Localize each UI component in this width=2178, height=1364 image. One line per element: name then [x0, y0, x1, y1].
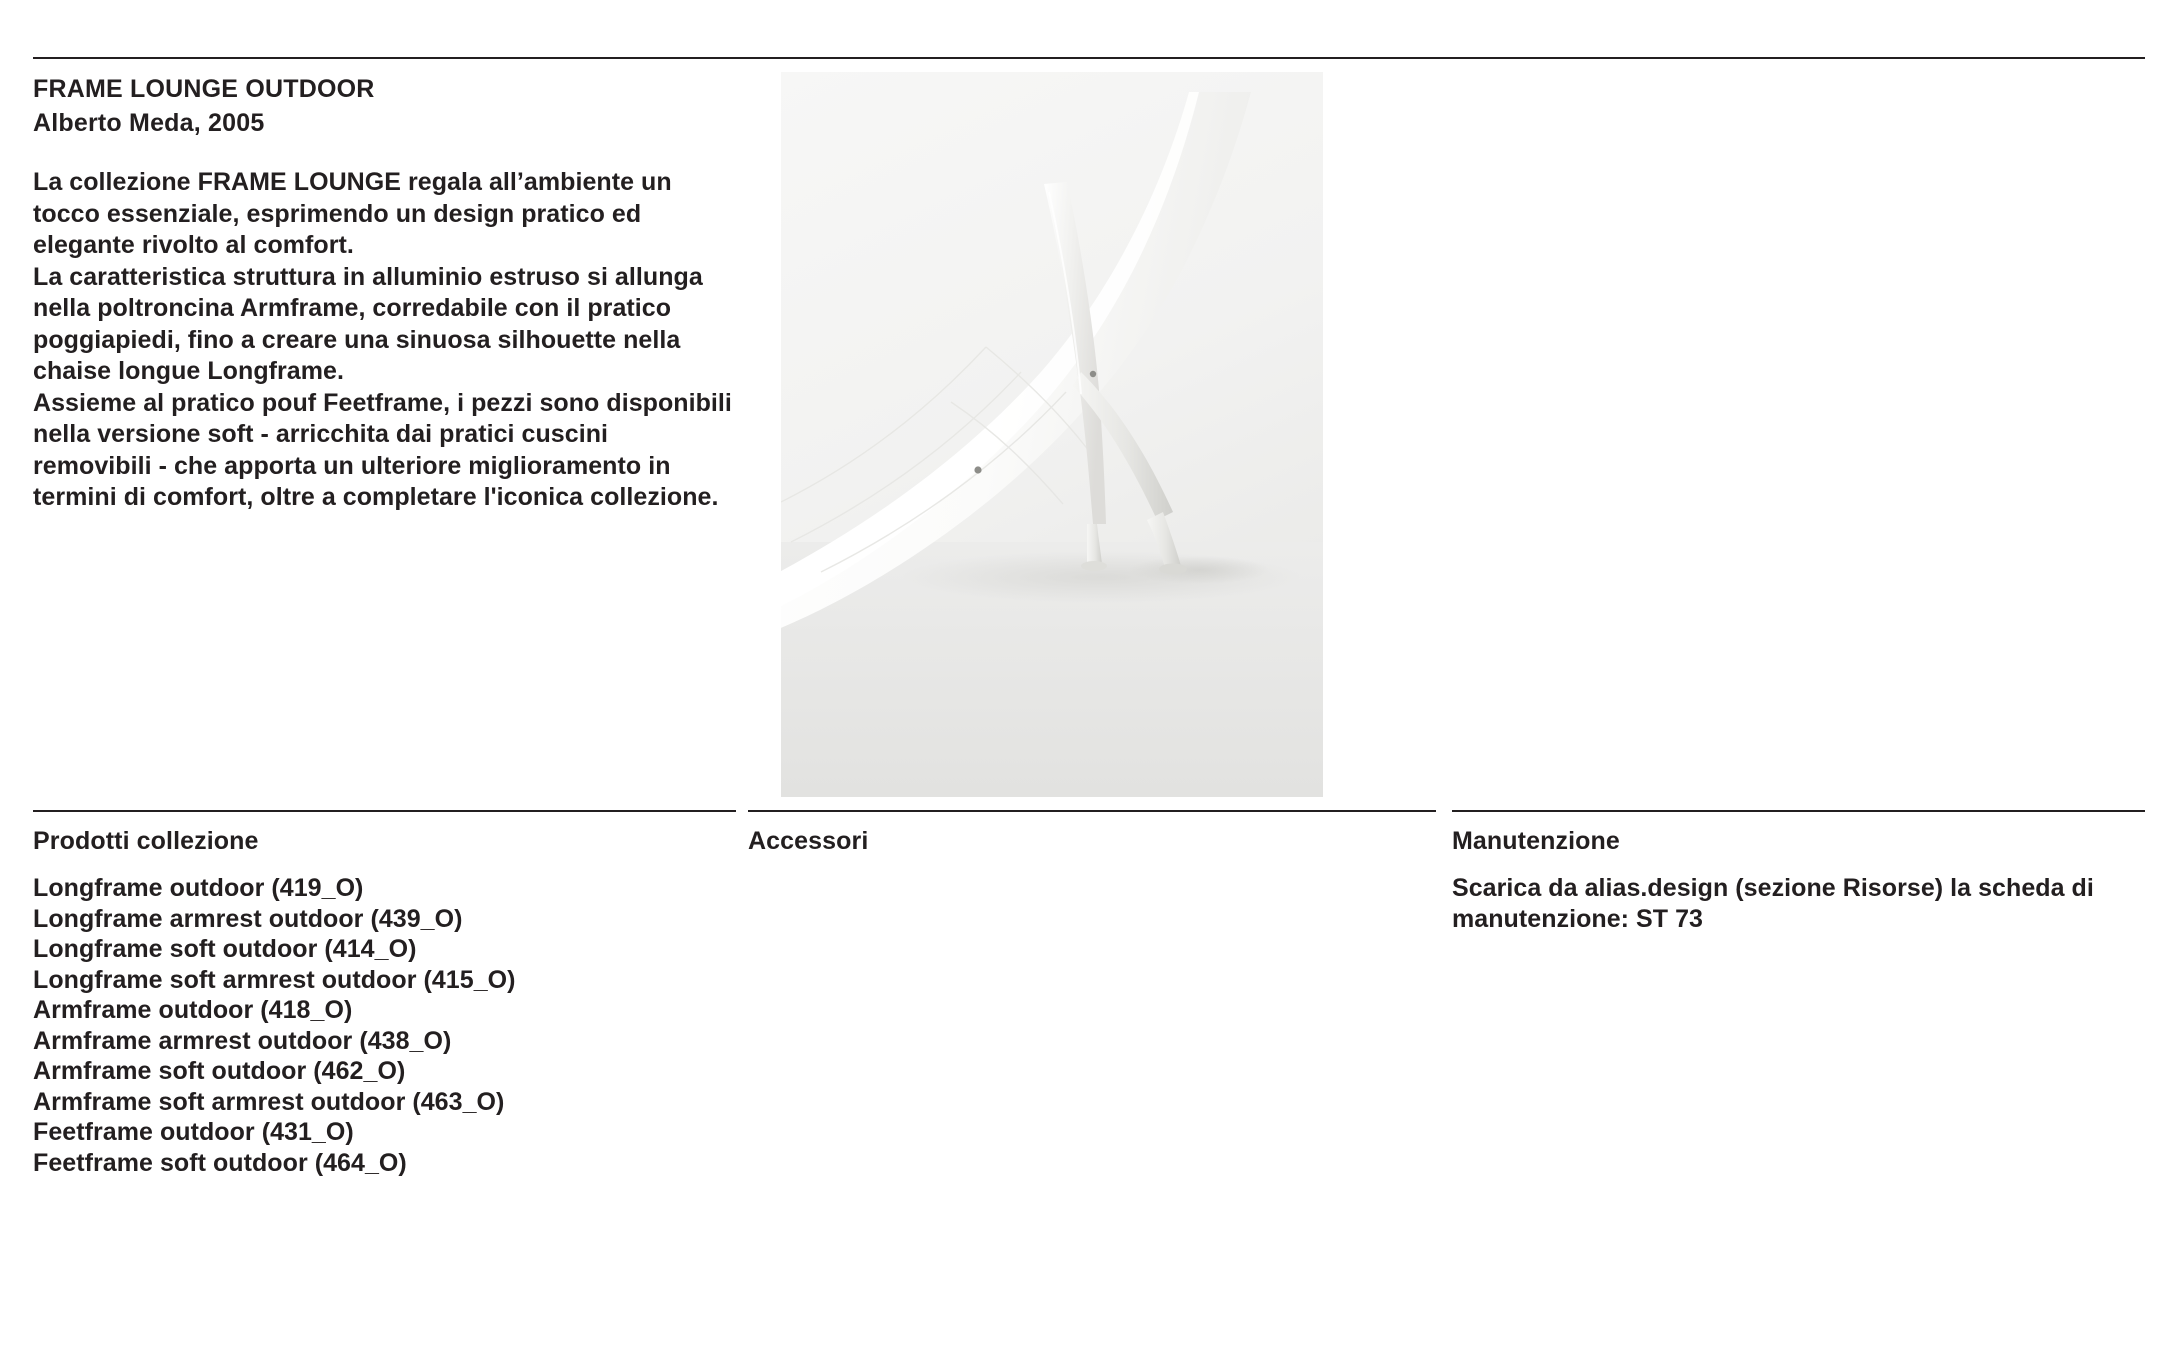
list-item: Feetframe outdoor (431_O)	[33, 1118, 354, 1146]
description-paragraph-3: Assieme al pratico pouf Feetframe, i pezzi sono disponibili nella versione soft - arricchita dai pratici cuscini removibili - che apporta un ulteriore miglioramento in termini di comfort, oltre a completare l'iconica collezione.	[33, 388, 732, 511]
designer-year: Alberto Meda, 2005	[33, 109, 265, 137]
list-item: Longframe soft armrest outdoor (415_O)	[33, 965, 516, 994]
products-heading: Prodotti collezione	[33, 827, 259, 855]
list-item: Armframe outdoor (418_O)	[33, 996, 353, 1024]
list-item: Armframe soft armrest outdoor (463_O)	[33, 1087, 505, 1116]
column-accessories	[748, 810, 1436, 873]
maintenance-heading: Manutenzione	[1452, 827, 1620, 855]
product-description	[33, 167, 733, 514]
list-item: Longframe soft outdoor (414_O)	[33, 935, 417, 963]
lower-section	[0, 810, 2178, 1210]
list-item: Longframe outdoor (419_O)	[33, 874, 364, 902]
products-list	[33, 873, 736, 1178]
accessories-divider	[748, 810, 1436, 812]
maintenance-text: Scarica da alias.design (sezione Risorse) la scheda di manutenzione: ST 73	[1452, 874, 2094, 933]
list-item: Longframe armrest outdoor (439_O)	[33, 904, 463, 933]
column-maintenance	[1452, 810, 2145, 934]
header-divider	[33, 57, 2145, 59]
description-paragraph-2: La caratteristica struttura in alluminio estruso si allunga nella poltroncina Armframe, corredabile con il pratico poggiapiedi, fino a creare una sinuosa silhouette nella chaise longue Longframe.	[33, 262, 703, 385]
description-paragraph-1: La collezione FRAME LOUNGE regala all’ambiente un tocco essenziale, esprimendo un design pratico ed elegante rivolto al comfort.	[33, 168, 672, 259]
maintenance-divider	[1452, 810, 2145, 812]
products-divider	[33, 810, 736, 812]
list-item: Armframe armrest outdoor (438_O)	[33, 1026, 452, 1055]
product-photo	[781, 72, 1323, 797]
title-block	[33, 72, 733, 140]
maintenance-body	[1452, 873, 2145, 934]
accessories-heading: Accessori	[748, 827, 869, 855]
list-item: Armframe soft outdoor (462_O)	[33, 1057, 406, 1085]
column-products	[33, 810, 736, 1178]
list-item: Feetframe soft outdoor (464_O)	[33, 1148, 407, 1177]
page-title: FRAME LOUNGE OUTDOOR	[33, 75, 375, 103]
